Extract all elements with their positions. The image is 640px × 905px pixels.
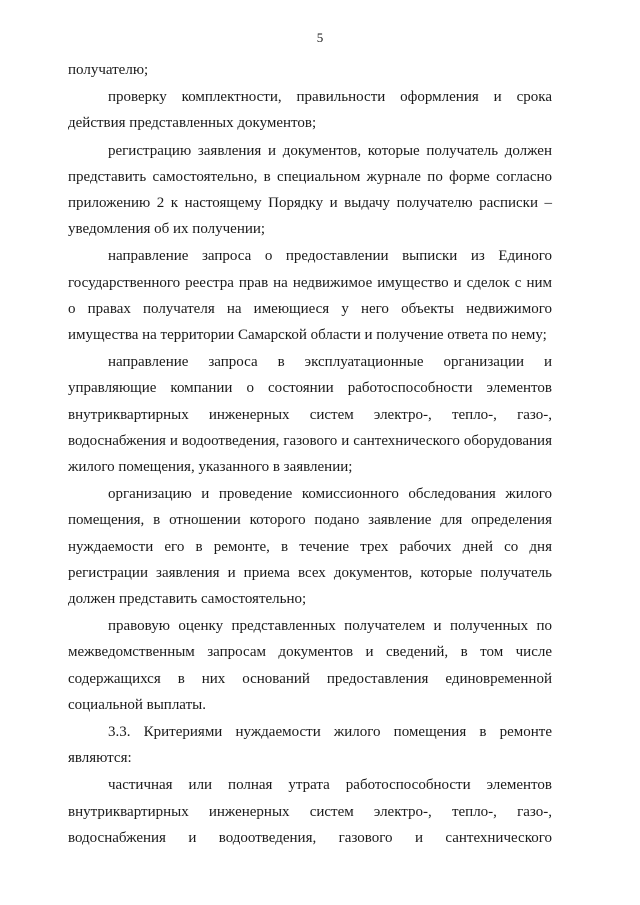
paragraph: направление запроса о предоставлении выписки из Единого государственного реестра прав на недвижимое имущество и сделок с ним о правах получателя на имеющиеся у него объекты недвижимого имущества на территории Самарской области и получение ответа по нему;: [68, 248, 552, 344]
paragraph: регистрацию заявления и документов, которые получатель должен представить самостоятельно, в специальном журнале по форме согласно приложению 2 к настоящему Порядку и выдачу получателю расписки – уведомления об их получении;: [68, 142, 552, 238]
paragraph: направление запроса в эксплуатационные организации и управляющие компании о состоянии работоспособности элементов внутриквартирных инженерных систем электро-, тепло-, газо-, водоснабжения и водоотведения, газового и сантехнического оборудования жилого помещения, указанного в заявлении;: [68, 354, 552, 476]
page-number: 5: [316, 30, 324, 45]
section-heading-3-3: 3.3. Критериями нуждаемости жилого помещения в ремонте являются:: [68, 724, 552, 767]
paragraph: получателю;: [68, 62, 149, 78]
paragraph: организацию и проведение комиссионного обследования жилого помещения, в отношении которого подано заявление для определения нуждаемости его в ремонте, в течение трех рабочих дней со дня регистрации заявления и приема всех документов, которые получатель должен представить самостоятельно;: [68, 486, 552, 608]
paragraph: частичная или полная утрата работоспособности элементов внутриквартирных инженерных систем электро-, тепло-, газо-, водоснабжения и водоотведения, газового и сантехнического: [68, 777, 552, 846]
paragraph: проверку комплектности, правильности оформления и срока действия представленных документов;: [68, 89, 552, 132]
document-body: [68, 57, 552, 851]
paragraph: правовую оценку представленных получателем и полученных по межведомственным запросам документов и сведений, в том числе содержащихся в них оснований предоставления единовременной социальной выплаты.: [68, 618, 552, 713]
